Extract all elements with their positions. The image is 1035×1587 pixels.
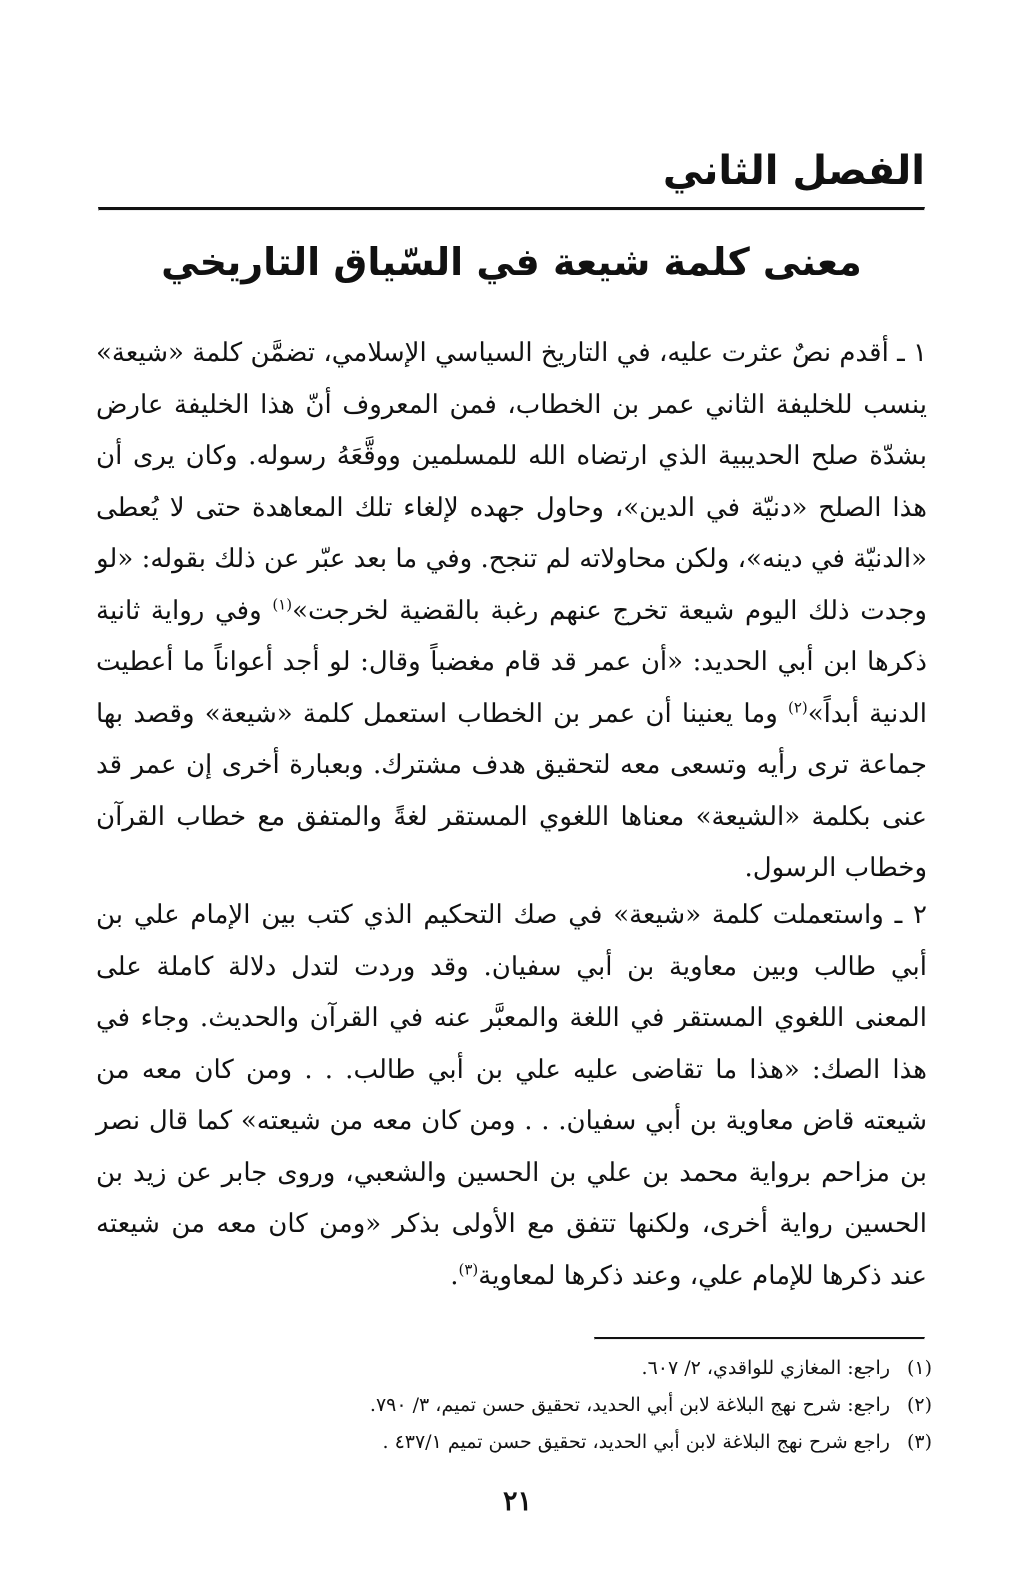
- footnote: [212, 1424, 932, 1461]
- footnote-divider: [594, 1337, 925, 1340]
- footnote: [212, 1387, 932, 1424]
- chapter-title: الفصل الثاني: [662, 148, 925, 194]
- paragraph-text: وفي رواية ثانية ذكرها ابن أبي الحديد: «أن عمر قد قام مغضباً وقال: لو أجد أعواناً ما أعطيت الدنية أبداً»: [96, 595, 927, 729]
- paragraph-1: [96, 328, 927, 895]
- section-title: معنى كلمة شيعة في السّياق التاريخي: [161, 240, 862, 284]
- paragraph-2: [96, 890, 927, 1302]
- footnote-text: راجع شرح نهج البلاغة لابن أبي الحديد، تحقيق حسن تميم ٤٣٧/١ .: [382, 1431, 890, 1453]
- footnote-reference: (٣): [458, 1259, 479, 1278]
- page-number: ٢١: [502, 1486, 532, 1517]
- chapter-divider: [98, 207, 925, 211]
- footnote-number: (٣): [906, 1431, 932, 1453]
- paragraph-text: وما يعنينا أن عمر بن الخطاب استعمل كلمة «شيعة» وقصد بها جماعة ترى رأيه وتسعى معه لتحقيق هدف مشترك. وبعبارة أخرى إن عمر قد عنى بكلمة «الشيعة» معناها اللغوي المستقر لغةً والمتفق مع خطاب القرآن وخطاب الرسول.: [96, 698, 927, 883]
- paragraph-text: ١ ـ أقدم نصٌ عثرت عليه، في التاريخ السياسي الإسلامي، تضمَّن كلمة «شيعة» ينسب للخليفة الثاني عمر بن الخطاب، فمن المعروف أنّ هذا الخليفة عارض بشدّة صلح الحديبية الذي ارتضاه الله للمسلمين ووقَّعَهُ رسوله. وكان يرى أن هذا الصلح «دنيّة في الدين»، وحاول جهده لإلغاء تلك المعاهدة حتى لا يُعطى «الدنيّة في دينه»، ولكن محاولاته لم تنجح. وفي ما بعد عبّر عن ذلك بقوله: «لو وجدت ذلك اليوم شيعة تخرج عنهم رغبة بالقضية لخرجت»: [96, 338, 927, 626]
- paragraph-text: .: [450, 1260, 459, 1291]
- footnote-number: (٢): [906, 1394, 932, 1416]
- footnote-reference: (١): [272, 594, 293, 613]
- footnote-number: (١): [906, 1357, 932, 1379]
- footnote: [212, 1350, 932, 1387]
- footnotes: [212, 1350, 932, 1461]
- paragraph-text: ٢ ـ واستعملت كلمة «شيعة» في صك التحكيم الذي كتب بين الإمام علي بن أبي طالب وبين معاوية بن أبي سفيان. وقد وردت لتدل دلالة كاملة على المعنى اللغوي المستقر في اللغة والمعبَّر عنه في القرآن والحديث. وجاء في هذا الصك: «هذا ما تقاضى عليه علي بن أبي طالب. . . ومن كان معه من شيعته قاض معاوية بن أبي سفيان. . . ومن كان معه من شيعته» كما قال نصر بن مزاحم برواية محمد بن علي بن الحسين والشعبي، وروى جابر عن زيد بن الحسين رواية أخرى، ولكنها تتفق مع الأولى بذكر «ومن كان معه من شيعته عند ذكرها للإمام علي، وعند ذكرها لمعاوية: [96, 900, 927, 1291]
- footnote-text: راجع: شرح نهج البلاغة لابن أبي الحديد، تحقيق حسن تميم، ٣/ ٧٩٠.: [369, 1394, 890, 1416]
- footnote-reference: (٢): [787, 697, 808, 716]
- footnote-text: راجع: المغازي للواقدي، ٢/ ٦٠٧.: [641, 1357, 890, 1379]
